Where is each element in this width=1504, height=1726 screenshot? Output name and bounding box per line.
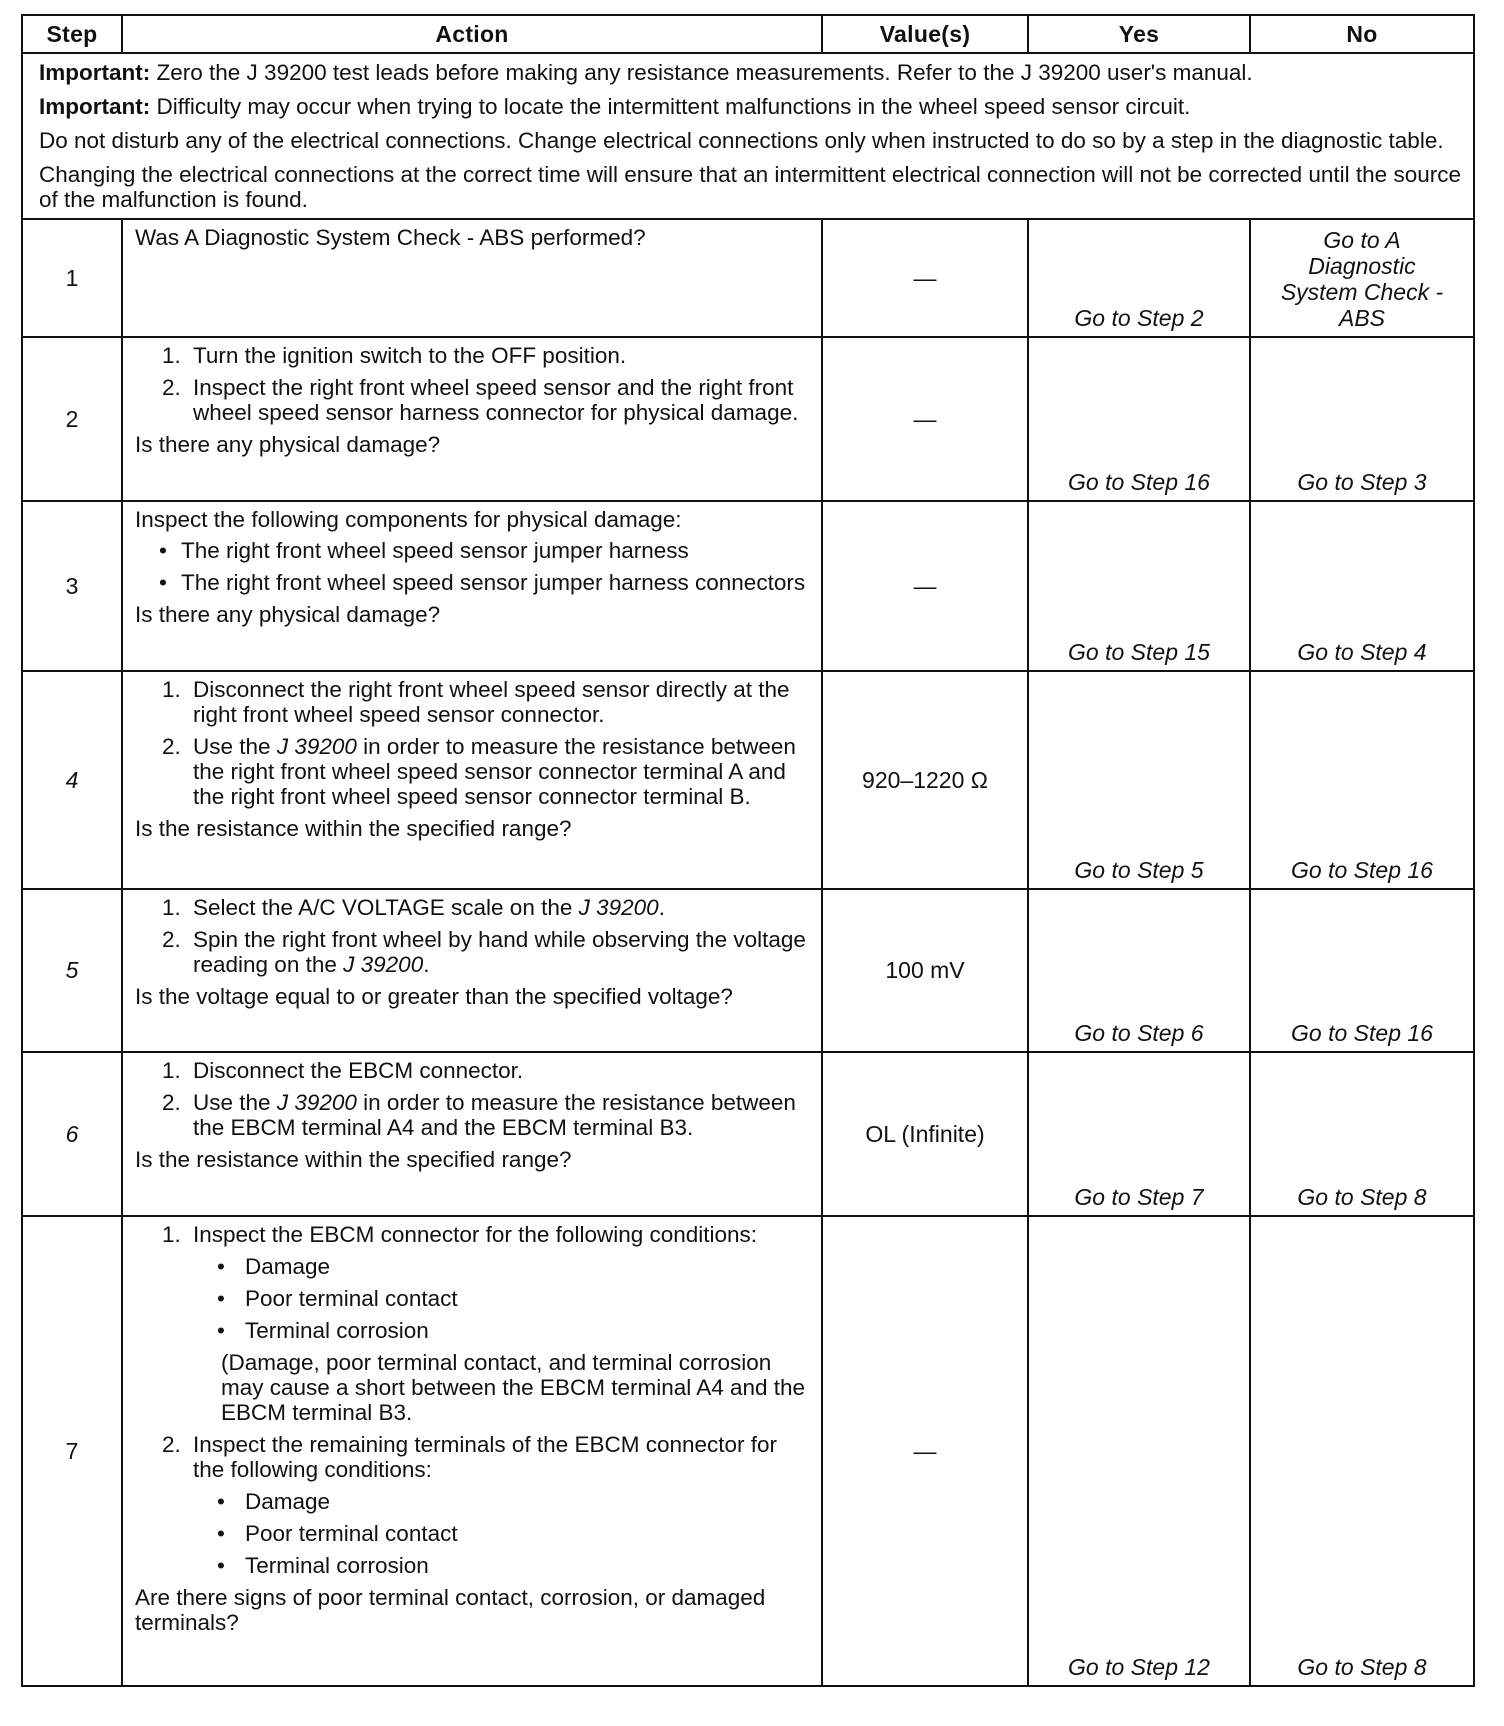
table-row	[22, 337, 1474, 501]
step-action	[122, 671, 822, 889]
list-item: • Damage	[239, 1254, 811, 1279]
no-link[interactable]: Go to Step 16	[1250, 671, 1474, 889]
instruction-text: Spin the right front wheel by hand while observing the voltage reading on the	[193, 927, 806, 977]
instruction-text: .	[658, 895, 665, 920]
list-item: • Poor terminal contact	[239, 1521, 811, 1546]
note-timing: Changing the electrical connections at the correct time will ensure that an intermittent electrical connection will not be corrected until the source of the malfunction is found.	[39, 162, 1461, 212]
step-number: 4	[22, 671, 122, 889]
instruction-text: Use the	[193, 734, 271, 759]
table-row	[22, 671, 1474, 889]
list-item: • Damage	[239, 1489, 811, 1514]
list-item: • Poor terminal contact	[239, 1286, 811, 1311]
header-action: Action	[122, 15, 822, 53]
tool-name: J 39200	[276, 1090, 357, 1115]
list-item: • The right front wheel speed sensor jumper harness connectors	[181, 570, 811, 595]
important-note-1-text: Zero the J 39200 test leads before making any resistance measurements. Refer to the J 39200 user's manual.	[156, 60, 1253, 85]
instruction-item	[187, 927, 811, 977]
header-step: Step	[22, 15, 122, 53]
instruction-item	[187, 1090, 811, 1140]
no-link[interactable]: Go to Step 8	[1250, 1216, 1474, 1686]
instruction-item: 1. Disconnect the EBCM connector.	[187, 1058, 811, 1083]
no-link[interactable]: Go to A Diagnostic System Check - ABS	[1250, 219, 1474, 337]
step-value: —	[822, 1216, 1028, 1686]
step-number: 6	[22, 1052, 122, 1216]
yes-link[interactable]: Go to Step 12	[1028, 1216, 1250, 1686]
instruction-text: 2. Inspect the remaining terminals of the EBCM connector for the following conditions:	[193, 1432, 778, 1482]
condition-list	[193, 1254, 811, 1343]
instruction-item	[187, 895, 811, 920]
yes-link[interactable]: Go to Step 15	[1028, 501, 1250, 671]
table-row	[22, 1052, 1474, 1216]
no-link[interactable]: Go to Step 16	[1250, 889, 1474, 1052]
step-value: 920–1220 Ω	[822, 671, 1028, 889]
step-action	[122, 501, 822, 671]
instruction-item	[187, 1432, 811, 1578]
short-note: (Damage, poor terminal contact, and terminal corrosion may cause a short between the EBCM terminal A4 and the EBCM terminal B3.	[221, 1350, 806, 1425]
step-action	[122, 1052, 822, 1216]
instruction-item	[187, 734, 811, 809]
component-list	[135, 538, 811, 595]
step-instructions	[135, 1222, 811, 1578]
list-item: • Terminal corrosion	[239, 1553, 811, 1578]
notes-cell	[22, 53, 1474, 219]
step-instructions	[135, 677, 811, 809]
yes-link[interactable]: Go to Step 2	[1028, 219, 1250, 337]
step-action	[122, 219, 822, 337]
step-value: —	[822, 337, 1028, 501]
instruction-text: in order to measure the resistance between the right front wheel speed sensor connector terminal A and the right front wheel speed sensor connector terminal B.	[193, 734, 796, 809]
step-question: Are there signs of poor terminal contact, corrosion, or damaged terminals?	[135, 1585, 766, 1635]
step-instructions	[135, 1058, 811, 1140]
tool-name: J 39200	[578, 895, 659, 920]
step-action	[122, 889, 822, 1052]
step-action	[122, 1216, 822, 1686]
note-connections: Do not disturb any of the electrical connections. Change electrical connections only when instructed to do so by a step in the diagnostic table.	[39, 128, 1444, 153]
instruction-text: .	[423, 952, 430, 977]
instruction-text: Use the	[193, 1090, 271, 1115]
instruction-text: Select the A/C VOLTAGE scale on the	[193, 895, 573, 920]
important-note-1	[39, 60, 1463, 85]
header-yes: Yes	[1028, 15, 1250, 53]
step-question: Is there any physical damage?	[135, 432, 441, 457]
yes-link[interactable]: Go to Step 16	[1028, 337, 1250, 501]
no-link[interactable]: Go to Step 3	[1250, 337, 1474, 501]
header-values: Value(s)	[822, 15, 1028, 53]
no-link[interactable]: Go to Step 8	[1250, 1052, 1474, 1216]
step-value: OL (Infinite)	[822, 1052, 1028, 1216]
step-number: 7	[22, 1216, 122, 1686]
yes-link[interactable]: Go to Step 5	[1028, 671, 1250, 889]
step-number: 2	[22, 337, 122, 501]
step-number: 3	[22, 501, 122, 671]
diagnostic-table-sheet	[21, 14, 1473, 1687]
yes-link[interactable]: Go to Step 6	[1028, 889, 1250, 1052]
step-number: 5	[22, 889, 122, 1052]
list-item: • The right front wheel speed sensor jumper harness	[181, 538, 811, 563]
step-question: Is there any physical damage?	[135, 602, 441, 627]
header-no: No	[1250, 15, 1474, 53]
step-intro: Inspect the following components for physical damage:	[135, 507, 682, 532]
list-item: • Terminal corrosion	[239, 1318, 811, 1343]
step-value: —	[822, 219, 1028, 337]
no-link[interactable]: Go to Step 4	[1250, 501, 1474, 671]
step-question: Was A Diagnostic System Check - ABS performed?	[135, 225, 646, 250]
instruction-text: 1. Inspect the EBCM connector for the following conditions:	[193, 1222, 758, 1247]
instruction-item: 1. Disconnect the right front wheel speed sensor directly at the right front wheel speed sensor connector.	[187, 677, 811, 727]
important-label: Important:	[39, 60, 151, 85]
step-question: Is the voltage equal to or greater than the specified voltage?	[135, 984, 733, 1009]
table-row	[22, 501, 1474, 671]
tool-name: J 39200	[343, 952, 424, 977]
instruction-item: 2. Inspect the right front wheel speed sensor and the right front wheel speed sensor harness connector for physical damage.	[187, 375, 811, 425]
diagnostic-table	[21, 14, 1475, 1687]
step-value: —	[822, 501, 1028, 671]
important-label: Important:	[39, 94, 151, 119]
instruction-text: in order to measure the resistance between the EBCM terminal A4 and the EBCM terminal B3.	[193, 1090, 796, 1140]
instruction-item: 1. Turn the ignition switch to the OFF position.	[187, 343, 811, 368]
step-question: Is the resistance within the specified range?	[135, 816, 572, 841]
step-number: 1	[22, 219, 122, 337]
table-row	[22, 889, 1474, 1052]
step-instructions	[135, 895, 811, 977]
step-value: 100 mV	[822, 889, 1028, 1052]
notes-row	[22, 53, 1474, 219]
condition-list	[193, 1489, 811, 1578]
step-action	[122, 337, 822, 501]
header-row	[22, 15, 1474, 53]
yes-link[interactable]: Go to Step 7	[1028, 1052, 1250, 1216]
instruction-item	[187, 1222, 811, 1425]
step-instructions	[135, 343, 811, 425]
important-note-2-text: Difficulty may occur when trying to locate the intermittent malfunctions in the wheel speed sensor circuit.	[156, 94, 1191, 119]
step-question: Is the resistance within the specified range?	[135, 1147, 572, 1172]
table-row	[22, 219, 1474, 337]
important-note-2	[39, 94, 1463, 119]
tool-name: J 39200	[276, 734, 357, 759]
table-row	[22, 1216, 1474, 1686]
